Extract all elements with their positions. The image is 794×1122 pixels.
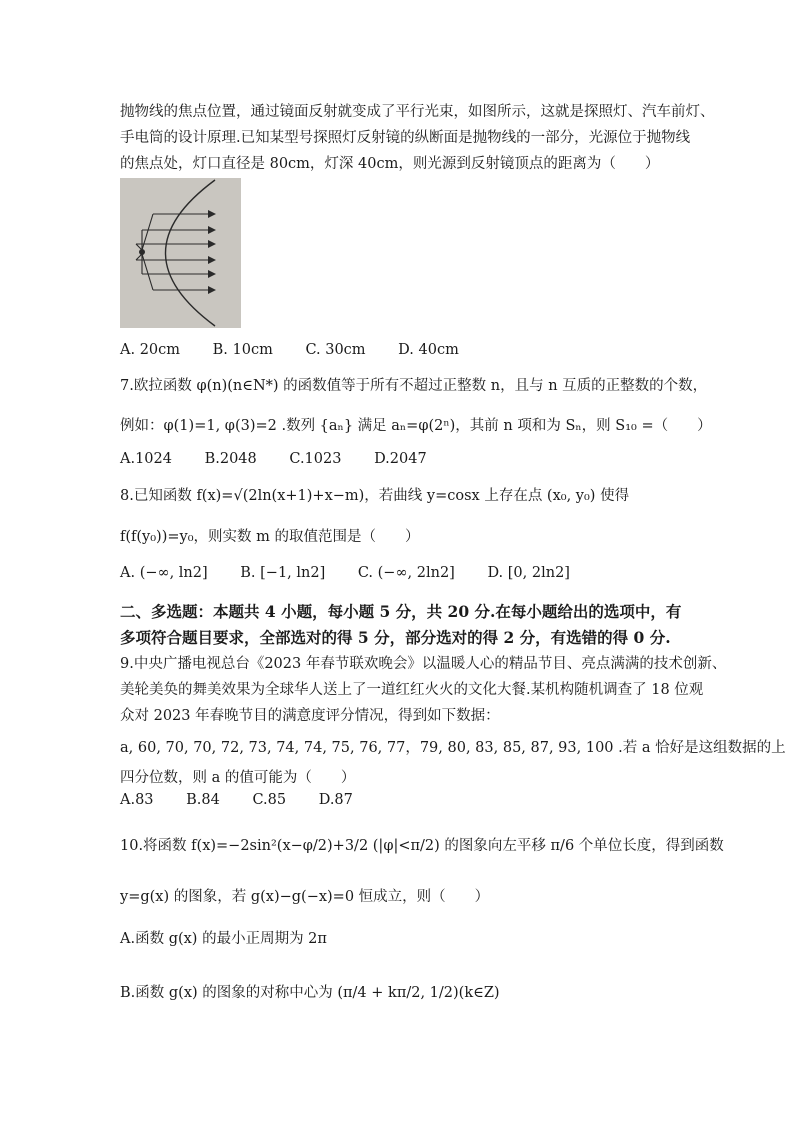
q9-option-d: D.87	[318, 792, 353, 808]
q9-option-a: A.83	[120, 792, 154, 808]
q10-option-b: B.函数 g(x) 的图象的对称中心为 (π/4 + kπ/2, 1/2)(k∈Z)	[120, 985, 500, 1001]
q8-option-b: B. [−1, ln2]	[240, 565, 326, 581]
q6-options	[120, 342, 487, 358]
q7-option-a: A.1024	[120, 451, 172, 467]
q9-text-line-3: 众对 2023 年春晚节目的满意度评分情况，得到如下数据：	[120, 708, 500, 724]
q6-option-b: B. 10cm	[212, 342, 273, 358]
q9-option-b: B.84	[186, 792, 220, 808]
searchlight-parabola-figure	[120, 178, 241, 328]
section-2-heading-line-1: 二、多选题：本题共 4 小题，每小题 5 分，共 20 分.在每小题给出的选项中，有	[120, 602, 682, 621]
q9-text-line-1: 9.中央广播电视总台《2023 年春节联欢晚会》以温暖人心的精品节目、亮点满满的技术创新、	[120, 656, 727, 672]
q7-option-c: C.1023	[289, 451, 342, 467]
q7-text-line-2: 例如：φ(1)=1, φ(3)=2 .数列 {aₙ} 满足 aₙ=φ(2ⁿ)，其前 n 项和为 Sₙ，则 S₁₀ =（ ）	[120, 418, 712, 434]
q6-text-line-2: 手电筒的设计原理.已知某型号探照灯反射镜的纵断面是抛物线的一部分，光源位于抛物线	[120, 130, 691, 146]
q9-text-line-5: 四分位数，则 a 的值可能为（ ）	[120, 770, 356, 786]
q8-option-a: A. (−∞, ln2]	[120, 565, 208, 581]
q10-option-a: A.函数 g(x) 的最小正周期为 2π	[120, 931, 327, 947]
q9-option-c: C.85	[252, 792, 287, 808]
q6-option-c: C. 30cm	[305, 342, 366, 358]
q7-text-line-1: 7.欧拉函数 φ(n)(n∈N*) 的函数值等于所有不超过正整数 n，且与 n 互质的正整数的个数，	[120, 378, 708, 394]
q9-options	[120, 792, 381, 808]
q8-option-c: C. (−∞, 2ln2]	[357, 565, 455, 581]
parabola-diagram	[120, 178, 241, 328]
q8-option-d: D. [0, 2ln2]	[487, 565, 570, 581]
q7-options	[120, 451, 455, 467]
q7-option-b: B.2048	[204, 451, 257, 467]
q8-text-line-2: f(f(y₀))=y₀，则实数 m 的取值范围是（ ）	[120, 529, 420, 545]
q6-option-d: D. 40cm	[398, 342, 459, 358]
q6-option-a: A. 20cm	[120, 342, 181, 358]
section-2-heading-line-2: 多项符合题目要求，全部选对的得 5 分，部分选对的得 2 分，有选错的得 0 分.	[120, 628, 671, 647]
q7-option-d: D.2047	[374, 451, 427, 467]
q10-text-line-2: y=g(x) 的图象，若 g(x)−g(−x)=0 恒成立，则（ ）	[120, 889, 490, 905]
q9-data-line: a, 60, 70, 70, 72, 73, 74, 74, 75, 76, 77，79, 80, 83, 85, 87, 93, 100 .若 a 恰好是这组数据的上	[120, 740, 786, 756]
q9-text-line-2: 美轮美奂的舞美效果为全球华人送上了一道红红火火的文化大餐.某机构随机调查了 18 位观	[120, 682, 704, 698]
q6-text-line-1: 抛物线的焦点位置，通过镜面反射就变成了平行光束，如图所示，这就是探照灯、汽车前灯、	[120, 104, 715, 120]
q8-text-line-1: 8.已知函数 f(x)=√(2ln(x+1)+x−m)，若曲线 y=cosx 上存在点 (x₀, y₀) 使得	[120, 488, 630, 504]
q8-options	[120, 565, 598, 581]
q6-text-line-3: 的焦点处，灯口直径是 80cm，灯深 40cm，则光源到反射镜顶点的距离为（ ）	[120, 156, 660, 172]
q10-text-line-1: 10.将函数 f(x)=−2sin²(x−φ/2)+3/2 (|φ|<π/2) 的图象向左平移 π/6 个单位长度，得到函数	[120, 838, 724, 854]
